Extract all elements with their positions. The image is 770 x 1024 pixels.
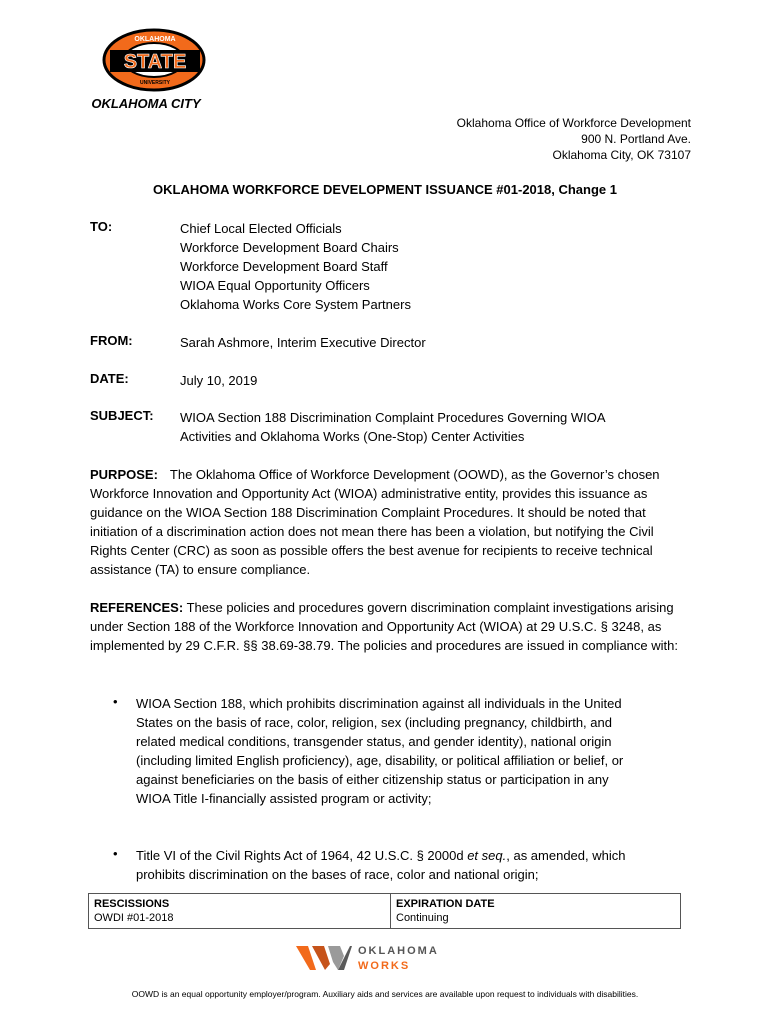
bullet-text-emphasis: et seq. bbox=[467, 848, 507, 863]
from-value: Sarah Ashmore, Interim Executive Director bbox=[180, 335, 426, 350]
bullet-text-pre: Title VI of the Civil Rights Act of 1964, 42 U.S.C. § 2000d bbox=[136, 848, 468, 863]
ok-works-line2: WORKS bbox=[358, 960, 411, 972]
rescissions-cell bbox=[89, 894, 391, 928]
expiration-label: EXPIRATION DATE bbox=[396, 898, 495, 910]
oklahoma-works-mark-icon bbox=[294, 940, 464, 974]
to-label: TO: bbox=[90, 219, 113, 234]
recipient-line: WIOA Equal Opportunity Officers bbox=[180, 278, 370, 293]
recipient-line: Oklahoma Works Core System Partners bbox=[180, 297, 411, 312]
header-address bbox=[457, 115, 691, 163]
bullet-item: WIOA Section 188, which prohibits discrimination against all individuals in the United States on the basis of race, color, religion, sex (including pregnancy, childbirth, and related medical conditions, transgender status, and gender identity), national origin (including limited English proficiency), age, disability, or political affiliation or belief, or against beneficiaries on the basis of either citizenship status or participation in any WIOA Title I-financially assisted program or activity; bbox=[136, 696, 624, 806]
subject-line: Activities and Oklahoma Works (One-Stop) Center Activities bbox=[180, 429, 525, 444]
recipient-line: Chief Local Elected Officials bbox=[180, 221, 342, 236]
document-title: OKLAHOMA WORKFORCE DEVELOPMENT ISSUANCE #01-2018, Change 1 bbox=[153, 182, 617, 197]
purpose-label: PURPOSE: bbox=[90, 467, 158, 482]
rescissions-label: RESCISSIONS bbox=[94, 898, 170, 910]
subject-value bbox=[180, 408, 606, 446]
rescissions-value: OWDI #01-2018 bbox=[94, 912, 174, 924]
bullet-item bbox=[136, 846, 641, 884]
references-paragraph bbox=[90, 598, 685, 655]
bullet-icon: • bbox=[113, 694, 118, 709]
address-line: 900 N. Portland Ave. bbox=[581, 132, 691, 146]
subject-label: SUBJECT: bbox=[90, 408, 154, 423]
bullet-icon: • bbox=[113, 846, 118, 861]
recipient-line: Workforce Development Board Staff bbox=[180, 259, 388, 274]
date-label: DATE: bbox=[90, 371, 129, 386]
bullet-text-post: , as amended, which prohibits discrimination on the bases of race, color and national origin; bbox=[136, 848, 626, 882]
expiration-cell bbox=[391, 894, 680, 928]
subject-line: WIOA Section 188 Discrimination Complaint Procedures Governing WIOA bbox=[180, 410, 606, 425]
logo-sub-text: UNIVERSITY bbox=[139, 80, 171, 86]
osu-logo-graphic bbox=[66, 28, 226, 112]
date-value: July 10, 2019 bbox=[180, 373, 258, 388]
footer-notice: OOWD is an equal opportunity employer/program. Auxiliary aids and services are available upon request to individuals with disabilities. bbox=[131, 989, 639, 999]
references-text: These policies and procedures govern discrimination complaint investigations arising under Section 188 of the Workforce Innovation and Opportunity Act (WIOA) at 29 U.S.C. § 3248, as implemented by 29 C.F.R. §§ 38.69-38.79. The policies and procedures are issued in compliance with: bbox=[90, 600, 678, 653]
address-line: Oklahoma Office of Workforce Development bbox=[456, 116, 691, 130]
purpose-text: The Oklahoma Office of Workforce Development (OOWD), as the Governor’s chosen Workforce Innovation and Opportunity Act (WIOA) administrative entity, provides this issuance as guidance on the WIOA Section 188 Discrimination Complaint Procedures. It should be noted that initiation of a discrimination action does not mean there has been a violation, but notifying the Civil Rights Center (CRC) as soon as possible offers the best avenue for recipients to receive technical assistance (TA) to ensure compliance. bbox=[90, 467, 660, 577]
ok-works-line1: OKLAHOMA bbox=[358, 945, 439, 957]
to-recipients bbox=[180, 219, 411, 314]
logo-city-text: OKLAHOMA CITY bbox=[91, 96, 201, 111]
logo-top-text: OKLAHOMA bbox=[134, 36, 176, 43]
logo-main-text: STATE bbox=[123, 51, 187, 73]
recipient-line: Workforce Development Board Chairs bbox=[180, 240, 399, 255]
expiration-value: Continuing bbox=[396, 912, 449, 924]
osu-logo bbox=[66, 28, 226, 112]
oklahoma-works-logo bbox=[294, 940, 464, 974]
address-line: Oklahoma City, OK 73107 bbox=[552, 148, 691, 162]
from-label: FROM: bbox=[90, 333, 133, 348]
references-label: REFERENCES: bbox=[90, 600, 184, 615]
rescissions-table bbox=[88, 893, 681, 929]
purpose-paragraph bbox=[90, 465, 685, 579]
